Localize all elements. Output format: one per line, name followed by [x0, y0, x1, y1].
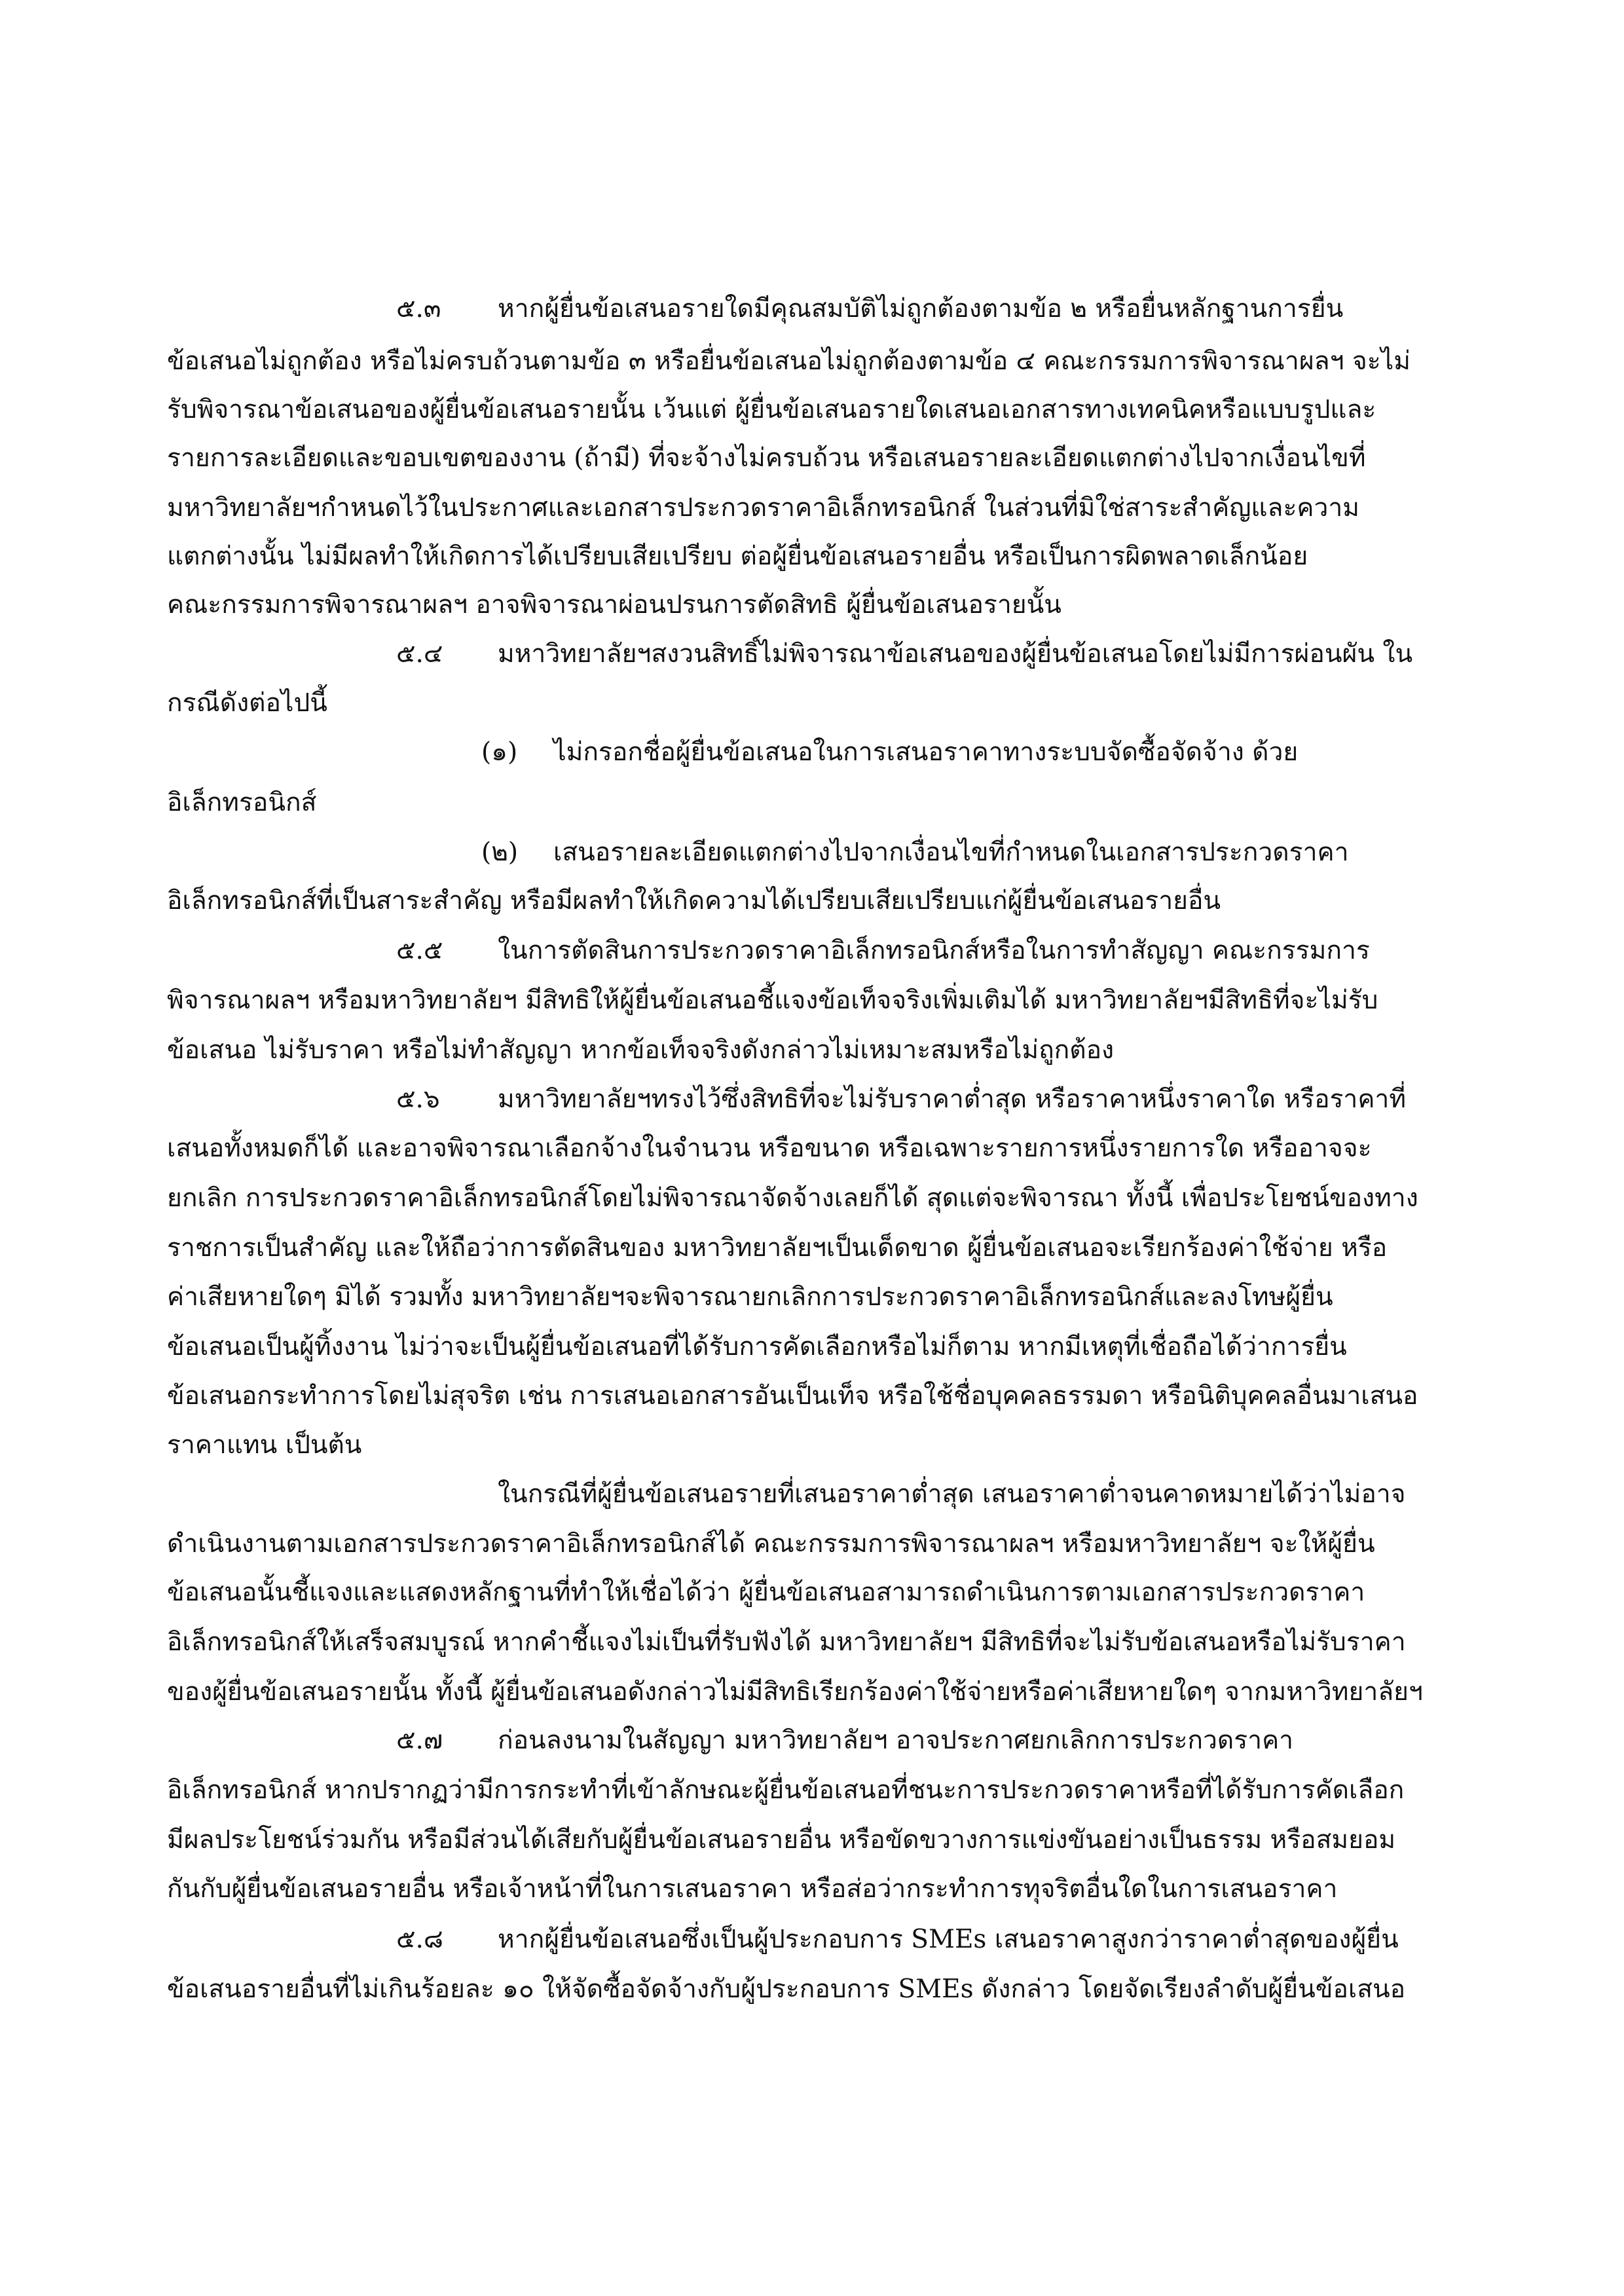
section-5-3-line: หากผู้ยื่นข้อเสนอรายใดมีคุณสมบัติไม่ถูกต้องตามข้อ ๒ หรือยื่นหลักฐานการยื่น	[498, 294, 1344, 324]
item-2-number: (๒)	[481, 838, 519, 867]
section-5-6-line: เสนอทั้งหมดก็ได้ และอาจพิจารณาเลือกจ้างในจำนวน หรือขนาด หรือเฉพาะรายการหนึ่งรายการใด หรืออาจจะ	[167, 1134, 1372, 1163]
section-5-3-line: มหาวิทยาลัยฯกำหนดไว้ในประกาศและเอกสารประกวดราคาอิเล็กทรอนิกส์ ในส่วนที่มิใช่สาระสำคัญและความ	[167, 493, 1360, 523]
section-5-8-number: ๕.๘	[396, 1925, 444, 1954]
section-5-4-line: กรณีดังต่อไปนี้	[167, 688, 327, 718]
section-5-6-line: มหาวิทยาลัยฯทรงไว้ซึ่งสิทธิที่จะไม่รับราคาต่ำสุด หรือราคาหนึ่งราคาใด หรือราคาที่	[498, 1084, 1407, 1114]
section-5-7-line: ก่อนลงนามในสัญญา มหาวิทยาลัยฯ อาจประกาศยกเลิกการประกวดราคา	[498, 1726, 1294, 1755]
section-5-3-line: คณะกรรมการพิจารณาผลฯ อาจพิจารณาผ่อนปรนการตัดสิทธิ ผู้ยื่นข้อเสนอรายนั้น	[167, 590, 1061, 620]
section-5-5-number: ๕.๕	[396, 936, 443, 965]
section-5-5-line: พิจารณาผลฯ หรือมหาวิทยาลัยฯ มีสิทธิให้ผู้ยื่นข้อเสนอชี้แจงข้อเท็จจริงเพิ่มเติมได้ มหาวิทยาลัยฯมีสิทธิที่จะไม่รับ	[167, 986, 1378, 1015]
section-5-6-para2-line: อิเล็กทรอนิกส์ให้เสร็จสมบูรณ์ หากคำชี้แจงไม่เป็นที่รับฟังได้ มหาวิทยาลัยฯ มีสิทธิที่จะไม่รับข้อเสนอหรือไม่รับราคา	[167, 1627, 1406, 1657]
section-5-6-number: ๕.๖	[396, 1084, 440, 1114]
section-5-6-line: ราชการเป็นสำคัญ และให้ถือว่าการตัดสินของ มหาวิทยาลัยฯเป็นเด็ดขาด ผู้ยื่นข้อเสนอจะเรียกร้องค่าใช้จ่าย หรือ	[167, 1233, 1388, 1263]
section-5-6-line: ข้อเสนอเป็นผู้ทิ้งงาน ไม่ว่าจะเป็นผู้ยื่นข้อเสนอที่ได้รับการคัดเลือกหรือไม่ก็ตาม หากมีเหตุที่เชื่อถือได้ว่าการยื่น	[167, 1332, 1347, 1361]
section-5-5-line: ข้อเสนอ ไม่รับราคา หรือไม่ทำสัญญา หากข้อเท็จจริงดังกล่าวไม่เหมาะสมหรือไม่ถูกต้อง	[167, 1035, 1115, 1065]
section-5-6-line: ราคาแทน เป็นต้น	[167, 1430, 362, 1460]
section-5-4-number: ๕.๔	[396, 639, 443, 669]
section-5-3-line: รับพิจารณาข้อเสนอของผู้ยื่นข้อเสนอรายนั้น เว้นแต่ ผู้ยื่นข้อเสนอรายใดเสนอเอกสารทางเทคนิคหรือแบบรูปและ	[167, 395, 1376, 424]
section-5-3-number: ๕.๓	[396, 294, 441, 324]
section-5-6-para2-line: ในกรณีที่ผู้ยื่นข้อเสนอรายที่เสนอราคาต่ำสุด เสนอราคาต่ำจนคาดหมายได้ว่าไม่อาจ	[498, 1479, 1406, 1509]
section-5-7-line: อิเล็กทรอนิกส์ หากปรากฏว่ามีการกระทำที่เข้าลักษณะผู้ยื่นข้อเสนอที่ชนะการประกวดราคาหรือที่ได้รับการคัดเลือก	[167, 1775, 1405, 1805]
section-5-6-line: ยกเลิก การประกวดราคาอิเล็กทรอนิกส์โดยไม่พิจารณาจัดจ้างเลยก็ได้ สุดแต่จะพิจารณา ทั้งนี้ เพื่อประโยชน์ของทาง	[167, 1183, 1418, 1213]
section-5-7-line: มีผลประโยชน์ร่วมกัน หรือมีส่วนได้เสียกับผู้ยื่นข้อเสนอรายอื่น หรือขัดขวางการแข่งขันอย่างเป็นธรรม หรือสมยอม	[167, 1825, 1396, 1855]
item-2-line: เสนอรายละเอียดแตกต่างไปจากเงื่อนไขที่กำหนดในเอกสารประกวดราคา	[553, 838, 1349, 867]
section-5-6-para2-line: ข้อเสนอนั้นชี้แจงและแสดงหลักฐานที่ทำให้เชื่อได้ว่า ผู้ยื่นข้อเสนอสามารถดำเนินการตามเอกสารประกวดราคา	[167, 1578, 1365, 1607]
item-1-line: อิเล็กทรอนิกส์	[167, 788, 317, 817]
section-5-7-line: กันกับผู้ยื่นข้อเสนอรายอื่น หรือเจ้าหน้าที่ในการเสนอราคา หรือส่อว่ากระทำการทุจริตอื่นใดในการเสนอราคา	[167, 1874, 1338, 1904]
section-5-3-line: รายการละเอียดและขอบเขตของงาน (ถ้ามี) ที่จะจ้างไม่ครบถ้วน หรือเสนอรายละเอียดแตกต่างไปจากเงื่อนไขที่	[167, 443, 1366, 473]
section-5-6-line: ค่าเสียหายใดๆ มิได้ รวมทั้ง มหาวิทยาลัยฯจะพิจารณายกเลิกการประกวดราคาอิเล็กทรอนิกส์และลงโทษผู้ยื่น	[167, 1282, 1333, 1312]
section-5-6-para2-line: ของผู้ยื่นข้อเสนอรายนั้น ทั้งนี้ ผู้ยื่นข้อเสนอดังกล่าวไม่มีสิทธิเรียกร้องค่าใช้จ่ายหรือค่าเสียหายใดๆ จากมหาวิทยาลัยฯ	[167, 1677, 1423, 1707]
section-5-3-line: ข้อเสนอไม่ถูกต้อง หรือไม่ครบถ้วนตามข้อ ๓ หรือยื่นข้อเสนอไม่ถูกต้องตามข้อ ๔ คณะกรรมการพิจารณาผลฯ จะไม่	[167, 346, 1411, 376]
item-1-line: ไม่กรอกชื่อผู้ยื่นข้อเสนอในการเสนอราคาทางระบบจัดซื้อจัดจ้าง ด้วย	[553, 737, 1299, 767]
section-5-6-line: ข้อเสนอกระทำการโดยไม่สุจริต เช่น การเสนอเอกสารอันเป็นเท็จ หรือใช้ชื่อบุคคลธรรมดา หรือนิติบุคคลอื่นมาเสนอ	[167, 1381, 1418, 1411]
section-5-7-number: ๕.๗	[396, 1726, 443, 1755]
section-5-3-line: แตกต่างนั้น ไม่มีผลทำให้เกิดการได้เปรียบเสียเปรียบ ต่อผู้ยื่นข้อเสนอรายอื่น หรือเป็นการผิดพลาดเล็กน้อย	[167, 542, 1308, 571]
section-5-8-line: หากผู้ยื่นข้อเสนอซึ่งเป็นผู้ประกอบการ SMEs เสนอราคาสูงกว่าราคาต่ำสุดของผู้ยื่น	[498, 1925, 1399, 1954]
item-1-number: (๑)	[481, 737, 518, 767]
section-5-4-line: มหาวิทยาลัยฯสงวนสิทธิ์ไม่พิจารณาข้อเสนอของผู้ยื่นข้อเสนอโดยไม่มีการผ่อนผัน ใน	[498, 639, 1413, 669]
item-2-line: อิเล็กทรอนิกส์ที่เป็นสาระสำคัญ หรือมีผลทำให้เกิดความได้เปรียบเสียเปรียบแก่ผู้ยื่นข้อเสนอรายอื่น	[167, 886, 1221, 916]
section-5-6-para2-line: ดำเนินงานตามเอกสารประกวดราคาอิเล็กทรอนิกส์ได้ คณะกรรมการพิจารณาผลฯ หรือมหาวิทยาลัยฯ จะให้ผู้ยื่น	[167, 1529, 1375, 1559]
section-5-5-line: ในการตัดสินการประกวดราคาอิเล็กทรอนิกส์หรือในการทำสัญญา คณะกรรมการ	[498, 936, 1370, 965]
section-5-8-line: ข้อเสนอรายอื่นที่ไม่เกินร้อยละ ๑๐ ให้จัดซื้อจัดจ้างกับผู้ประกอบการ SMEs ดังกล่าว โดยจัดเรียงลำดับผู้ยื่นข้อเสนอ	[167, 1974, 1406, 2004]
